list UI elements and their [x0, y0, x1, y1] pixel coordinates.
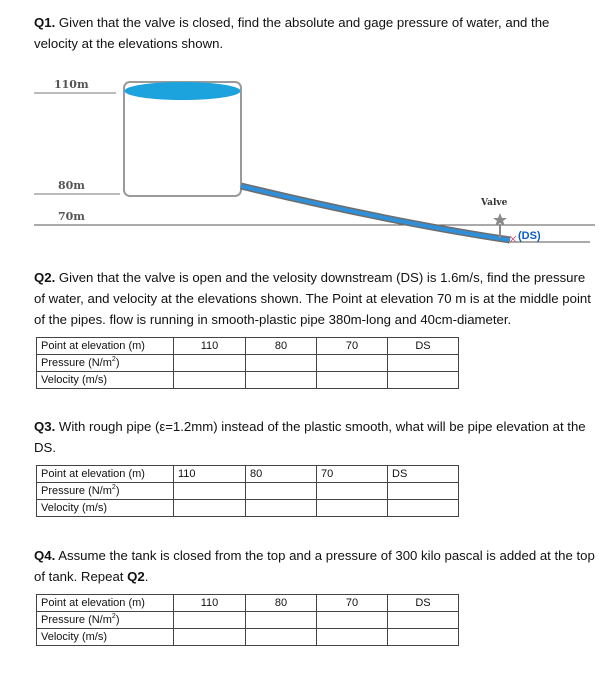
col-80: 80 — [246, 466, 317, 483]
table-row — [37, 483, 459, 500]
tank-pipe-diagram — [0, 0, 616, 260]
elev-80-label: 80m — [58, 179, 85, 192]
table-row — [37, 338, 459, 355]
q1-label: Q1. — [34, 15, 56, 30]
q4-text: Q4. Assume the tank is closed from the top and a pressure of 300 kilo pascal is added at the top of tank. Repeat Q2. — [34, 548, 595, 584]
row-label-velocity: Velocity (m/s) — [37, 500, 174, 517]
table-cell — [246, 372, 317, 389]
tank-water-surface — [125, 82, 241, 100]
row-label-velocity: Velocity (m/s) — [37, 372, 174, 389]
table-cell — [388, 500, 459, 517]
q4-label: Q4. — [34, 548, 56, 563]
table-cell — [246, 612, 317, 629]
q4-table — [36, 594, 459, 646]
col-80: 80 — [246, 595, 317, 612]
table-cell — [388, 372, 459, 389]
col-110: 110 — [174, 595, 246, 612]
table-cell — [317, 500, 388, 517]
row-label-point: Point at elevation (m) — [37, 595, 174, 612]
q3-label: Q3. — [34, 419, 56, 434]
q3-text — [34, 416, 596, 458]
table-row — [37, 629, 459, 646]
row-label-point: Point at elevation (m) — [37, 466, 174, 483]
q3-body: With rough pipe (ε=1.2mm) instead of the plastic smooth, what will be pipe elevation at the DS. — [34, 419, 586, 455]
table-cell — [246, 629, 317, 646]
table-cell — [246, 355, 317, 372]
table-cell — [246, 500, 317, 517]
q2-body: Given that the valve is open and the velosity downstream (DS) is 1.6m/s, find the pressure of water, and velocity at the elevations shown. The Point at elevation 70 m is at the middle point of the pipes. flow is running in smooth-plastic pipe 380m-long and 40cm-diameter. — [34, 270, 591, 327]
table-cell — [317, 355, 388, 372]
col-70: 70 — [317, 595, 388, 612]
table-cell — [174, 483, 246, 500]
elev-70-label: 70m — [58, 210, 85, 223]
row-label-pressure: Pressure $(N/m^2)$ — [37, 355, 174, 372]
q4-ref: Q2 — [127, 569, 145, 584]
table-row — [37, 595, 459, 612]
elev-110-label: 110m — [54, 78, 89, 91]
table-cell — [174, 629, 246, 646]
table-cell — [388, 629, 459, 646]
table-row — [37, 612, 459, 629]
table-cell — [317, 372, 388, 389]
q3-table — [36, 465, 459, 517]
row-label-point: Point at elevation (m) — [37, 338, 174, 355]
table-cell — [174, 355, 246, 372]
q2-text — [34, 267, 596, 330]
table-cell — [317, 612, 388, 629]
col-110: 110 — [174, 338, 246, 355]
col-ds: DS — [388, 338, 459, 355]
table-row — [37, 372, 459, 389]
row-label-pressure: Pressure $(N/m^2)$ — [37, 612, 174, 629]
row-label-velocity: Velocity (m/s) — [37, 629, 174, 646]
table-cell — [174, 612, 246, 629]
col-70: 70 — [317, 338, 388, 355]
q4-body: Assume the tank is closed from the top and a pressure of 300 kilo pascal is added at the top of tank. Repeat — [34, 548, 595, 584]
col-ds: DS — [388, 595, 459, 612]
q2-table — [36, 337, 459, 389]
ds-label: (DS) — [518, 230, 541, 242]
table-row — [37, 466, 459, 483]
ds-marker-icon — [510, 236, 516, 242]
table-cell — [388, 355, 459, 372]
q2-label: Q2. — [34, 270, 56, 285]
col-70: 70 — [317, 466, 388, 483]
table-row — [37, 355, 459, 372]
col-80: 80 — [246, 338, 317, 355]
table-cell — [174, 500, 246, 517]
valve-label: Valve — [481, 198, 508, 208]
col-ds: DS — [388, 466, 459, 483]
table-row — [37, 500, 459, 517]
table-cell — [246, 483, 317, 500]
table-cell — [388, 483, 459, 500]
table-cell — [317, 629, 388, 646]
table-cell — [388, 612, 459, 629]
table-cell — [317, 483, 388, 500]
col-110: 110 — [174, 466, 246, 483]
table-cell — [174, 372, 246, 389]
row-label-pressure: Pressure $(N/m^2)$ — [37, 483, 174, 500]
q1-body: Given that the valve is closed, find the absolute and gage pressure of water, and the velocity at the elevations shown. — [34, 15, 550, 51]
